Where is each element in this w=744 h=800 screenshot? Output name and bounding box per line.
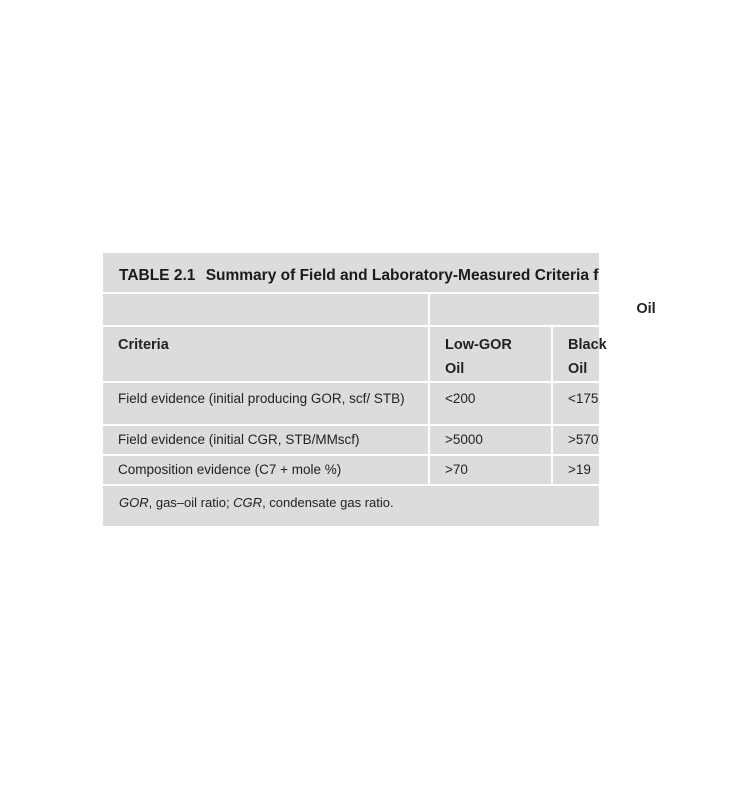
table-footnote bbox=[119, 495, 394, 510]
row1-low-gor-cell bbox=[429, 382, 552, 425]
row1-criteria: Field evidence (initial producing GOR, scf/ STB) bbox=[118, 391, 405, 406]
header-low-gor-cell bbox=[429, 326, 552, 382]
header-black-oil-line1: Black bbox=[568, 337, 607, 353]
row1-black-oil-cell bbox=[552, 382, 743, 425]
group-header-cell bbox=[429, 294, 743, 326]
row3-black-oil-cell bbox=[552, 455, 743, 485]
group-header-oil: Oil bbox=[636, 301, 656, 317]
row3-criteria-cell bbox=[103, 455, 429, 485]
table-row bbox=[103, 455, 743, 485]
row2-black-oil: >570 bbox=[568, 432, 599, 447]
row1-black-oil: <175 bbox=[568, 391, 599, 406]
row1-low-gor: <200 bbox=[445, 391, 476, 406]
row3-criteria: Composition evidence (C7 + mole %) bbox=[118, 462, 342, 477]
header-low-gor-line1: Low-GOR bbox=[445, 337, 512, 353]
header-black-oil bbox=[553, 327, 742, 381]
row3-low-gor-cell bbox=[429, 455, 552, 485]
header-low-gor-line2: Oil bbox=[445, 361, 465, 377]
table-caption bbox=[119, 267, 598, 285]
row2-black-oil-cell bbox=[552, 425, 743, 455]
header-criteria: Criteria bbox=[118, 337, 169, 353]
footnote-def-gor: , gas–oil ratio; bbox=[148, 495, 234, 510]
group-header-row bbox=[103, 294, 743, 326]
footnote-def-cgr: , condensate gas ratio. bbox=[262, 495, 394, 510]
criteria-table bbox=[103, 294, 744, 486]
group-header-empty-cell bbox=[103, 294, 429, 326]
header-black-oil-line2: Oil bbox=[568, 361, 588, 377]
table-row bbox=[103, 425, 743, 455]
row2-criteria: Field evidence (initial CGR, STB/MMscf) bbox=[118, 432, 360, 447]
table-caption-title: Summary of Field and Laboratory-Measured Criteria f bbox=[205, 267, 599, 284]
footnote-abbr-cgr: CGR bbox=[233, 495, 263, 510]
table-row bbox=[103, 382, 743, 425]
table-caption-label: TABLE 2.1 bbox=[119, 267, 196, 284]
summary-table-panel bbox=[103, 253, 656, 526]
row3-black-oil: >19 bbox=[568, 462, 591, 477]
row2-criteria-cell bbox=[103, 425, 429, 455]
row2-low-gor-cell bbox=[429, 425, 552, 455]
header-black-oil-cell bbox=[552, 326, 743, 382]
row1-criteria-cell bbox=[103, 382, 429, 425]
header-criteria-cell bbox=[103, 326, 429, 382]
header-low-gor bbox=[430, 327, 551, 381]
row3-low-gor: >70 bbox=[445, 462, 468, 477]
row2-low-gor: >5000 bbox=[445, 432, 483, 447]
footnote-abbr-gor: GOR bbox=[119, 495, 149, 510]
column-header-row bbox=[103, 326, 743, 382]
